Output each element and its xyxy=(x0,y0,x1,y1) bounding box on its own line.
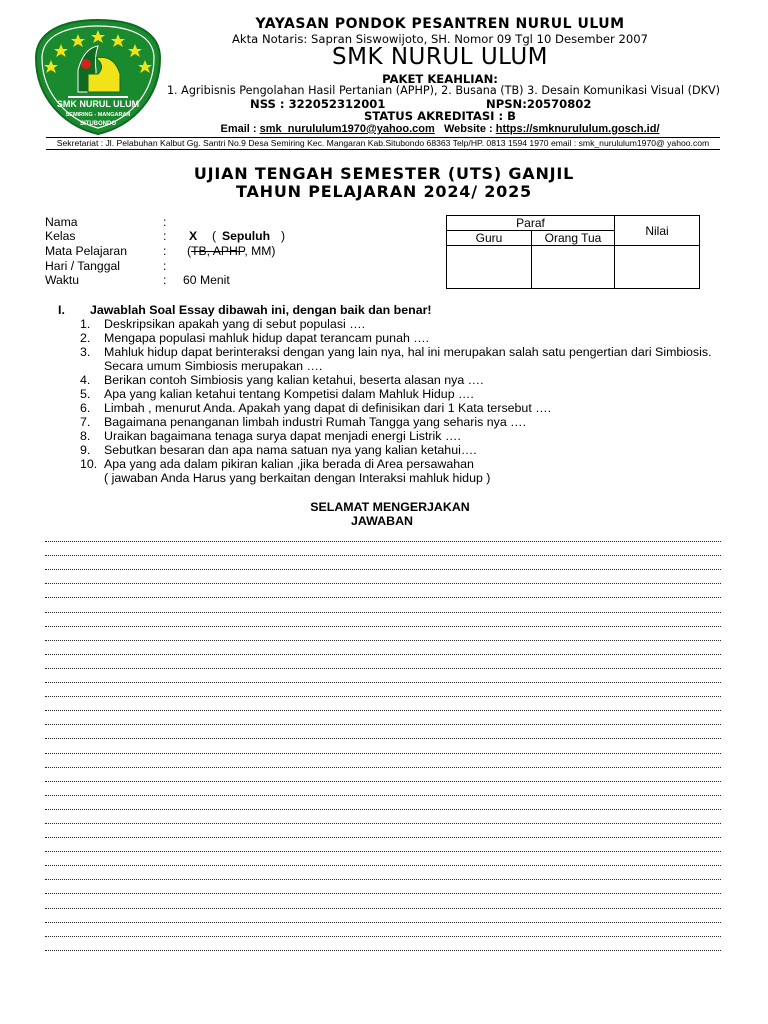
question-text: Sebutkan besaran dan apa nama satuan nya yang kalian ketahui…. xyxy=(104,443,477,457)
answer-line[interactable] xyxy=(45,810,721,824)
question-continuation: Secara umum Simbiosis merupakan …. xyxy=(104,359,323,373)
kelas-value: Sepuluh xyxy=(222,229,271,243)
answer-line[interactable] xyxy=(45,739,721,753)
question-number: 7. xyxy=(80,415,91,429)
mapel-struck: TB, APHP xyxy=(191,244,245,258)
mapel-mm: , MM) xyxy=(244,244,276,258)
npsn-number: NPSN:20570802 xyxy=(486,97,592,111)
waktu-label: Waktu xyxy=(45,273,80,287)
question-text: Berikan contoh Simbiosis yang kalian ketahui, beserta alasan nya …. xyxy=(104,373,484,387)
question-item xyxy=(80,401,730,415)
question-list xyxy=(80,317,730,485)
orang-tua-sign-cell[interactable] xyxy=(532,246,615,289)
question-continuation: ( jawaban Anda Harus yang berkaitan dengan Interaksi mahluk hidup ) xyxy=(104,471,491,485)
question-text: Deskripsikan apakah yang di sebut populasi …. xyxy=(104,317,366,331)
colon: : xyxy=(163,244,167,258)
answer-line[interactable] xyxy=(45,542,721,556)
question-item xyxy=(80,443,730,457)
question-item xyxy=(80,457,730,485)
answer-line[interactable] xyxy=(45,528,721,542)
question-number: 4. xyxy=(80,373,91,387)
exam-title: UJIAN TENGAH SEMESTER (UTS) GANJIL xyxy=(193,164,575,183)
answer-line[interactable] xyxy=(45,725,721,739)
answer-line[interactable] xyxy=(45,556,721,570)
kelas-roman: X xyxy=(189,229,198,243)
answer-line[interactable] xyxy=(45,768,721,782)
contact-line xyxy=(150,123,730,135)
foundation-name: YAYASAN PONDOK PESANTREN NURUL ULUM xyxy=(255,16,625,32)
mapel-label: Mata Pelajaran xyxy=(45,244,127,258)
paraf-header: Paraf xyxy=(447,216,615,231)
nss-number: NSS : 322052312001 xyxy=(250,97,386,111)
question-text: Uraikan bagaimana tenaga surya dapat menjadi energi Listrik …. xyxy=(104,429,461,443)
answer-line[interactable] xyxy=(45,923,721,937)
answer-line[interactable] xyxy=(45,598,721,612)
hari-label: Hari / Tanggal xyxy=(45,259,120,273)
answer-line[interactable] xyxy=(45,782,721,796)
guru-header: Guru xyxy=(447,231,532,246)
school-name: SMK NURUL ULUM xyxy=(332,44,548,70)
email-label: Email : xyxy=(220,123,257,135)
programs-line: 1. Agribisnis Pengolahan Hasil Pertanian (APHP), 2. Busana (TB) 3. Desain Komunikasi Visual (DKV) xyxy=(166,84,720,97)
question-text: Apa yang kalian ketahui tentang Kompetisi dalam Mahluk Hidup …. xyxy=(104,387,474,401)
question-number: 8. xyxy=(80,429,91,443)
answer-line[interactable] xyxy=(45,852,721,866)
paket-keahlian-label: PAKET KEAHLIAN: xyxy=(382,72,498,86)
answer-line[interactable] xyxy=(45,880,721,894)
question-text: Apa yang ada dalam pikiran kalian ,jika berada di Area persawahan xyxy=(104,457,474,471)
guru-sign-cell[interactable] xyxy=(447,246,532,289)
logo-text-1: SMK NURUL ULUM xyxy=(56,99,140,109)
question-number: 9. xyxy=(80,443,91,457)
answer-line[interactable] xyxy=(45,655,721,669)
logo-text-3: SITUBONDO xyxy=(80,121,116,127)
academic-year: TAHUN PELAJARAN 2024/ 2025 xyxy=(236,182,532,201)
answer-line[interactable] xyxy=(45,570,721,584)
website-link[interactable]: https://smknurululum.gosch.id/ xyxy=(495,123,660,135)
question-item xyxy=(80,345,730,373)
colon: : xyxy=(163,273,167,287)
nama-label: Nama xyxy=(45,215,78,229)
colon: : xyxy=(163,259,167,273)
question-item xyxy=(80,373,730,387)
question-number: 6. xyxy=(80,401,91,415)
waktu-value: 60 Menit xyxy=(183,273,230,287)
section-number: I. xyxy=(58,303,65,317)
answer-line[interactable] xyxy=(45,613,721,627)
question-item xyxy=(80,387,730,401)
question-number: 1. xyxy=(80,317,91,331)
answer-line[interactable] xyxy=(45,937,721,951)
logo-text-2: SEMIRING - MANGARAN xyxy=(65,112,131,118)
question-item xyxy=(80,415,730,429)
question-number: 5. xyxy=(80,387,91,401)
answer-line[interactable] xyxy=(45,754,721,768)
question-number: 3. xyxy=(80,345,91,359)
kelas-label: Kelas xyxy=(45,229,76,243)
answer-line[interactable] xyxy=(45,894,721,908)
header-divider-bottom xyxy=(46,149,720,150)
answer-line[interactable] xyxy=(45,838,721,852)
answer-line[interactable] xyxy=(45,866,721,880)
kelas-open-paren: ( xyxy=(212,229,217,243)
mapel-open-paren: ( xyxy=(187,244,192,258)
secretariat-address: Sekretariat : Jl. Pelabuhan Kalbut Gg. Santri No.9 Desa Semiring Kec. Mangaran Kab.Situbondo 68363 Telp/HP. 0813 1594 1970 email : smk_nurululum1970@ yahoo.com xyxy=(56,138,710,148)
answer-line[interactable] xyxy=(45,824,721,838)
website-label: Website : xyxy=(443,123,493,135)
question-item xyxy=(80,331,730,345)
question-text: Mengapa populasi mahluk hidup dapat terancam punah …. xyxy=(104,331,430,345)
answer-line[interactable] xyxy=(45,627,721,641)
question-item xyxy=(80,317,730,331)
accreditation-status: STATUS AKREDITASI : B xyxy=(363,109,517,123)
school-logo xyxy=(34,18,162,136)
answer-line[interactable] xyxy=(45,909,721,923)
mapel-value xyxy=(187,244,276,258)
question-number: 10. xyxy=(80,457,98,471)
instruction-text: Jawablah Soal Essay dibawah ini, dengan baik dan benar! xyxy=(90,303,432,317)
notary-line: Akta Notaris: Sapran Siswowijoto, SH. Nomor 09 Tgl 10 Desember 2007 xyxy=(231,32,649,46)
answer-area[interactable] xyxy=(45,528,721,951)
kelas-close-paren: ) xyxy=(281,229,286,243)
nilai-cell[interactable] xyxy=(615,246,700,289)
answer-heading: JAWABAN xyxy=(351,514,413,528)
colon: : xyxy=(163,215,167,229)
nilai-header: Nilai xyxy=(615,216,700,246)
question-text: Bagaimana penanganan limbah industri Rumah Tangga yang seharis nya …. xyxy=(104,415,527,429)
answer-line[interactable] xyxy=(45,796,721,810)
answer-line[interactable] xyxy=(45,584,721,598)
answer-line[interactable] xyxy=(45,697,721,711)
orang-tua-header: Orang Tua xyxy=(532,231,615,246)
question-text: Limbah , menurut Anda. Apakah yang dapat di definisikan dari 1 Kata tersebut …. xyxy=(104,401,552,415)
answer-line[interactable] xyxy=(45,641,721,655)
colon: : xyxy=(163,229,167,243)
answer-line[interactable] xyxy=(45,683,721,697)
question-number: 2. xyxy=(80,331,91,345)
email-link[interactable]: smk_nurululum1970@yahoo.com xyxy=(259,123,435,135)
closing-text: SELAMAT MENGERJAKAN xyxy=(310,500,470,514)
question-item xyxy=(80,429,730,443)
answer-line[interactable] xyxy=(45,669,721,683)
signature-table xyxy=(446,215,700,289)
answer-line[interactable] xyxy=(45,711,721,725)
question-text: Mahluk hidup dapat berinteraksi dengan yang lain nya, hal ini merupakan salah satu pengertian dari Simbiosis. xyxy=(104,345,712,359)
